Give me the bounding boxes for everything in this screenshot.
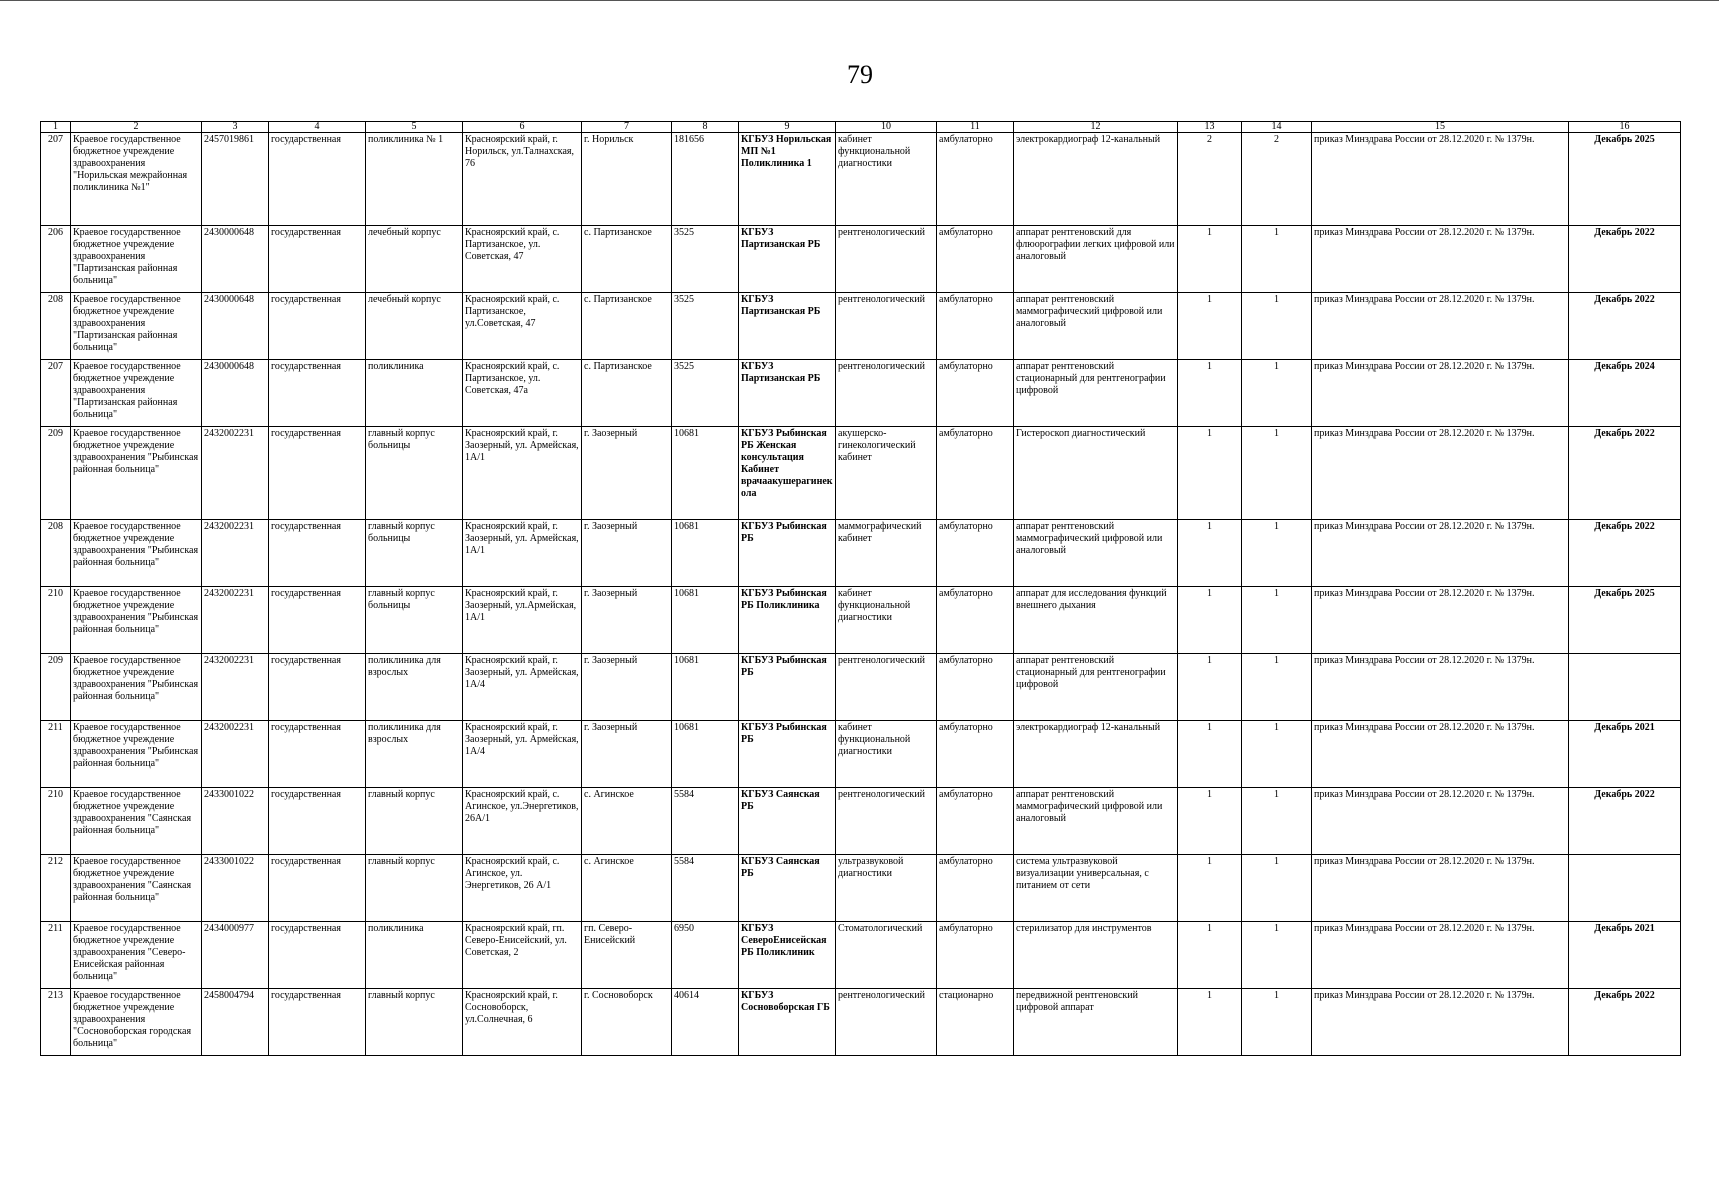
- equipment-name-cell: аппарат рентгеновский маммографический цифровой или аналоговый: [1014, 520, 1178, 587]
- delivery-date-cell: Декабрь 2022: [1569, 989, 1681, 1056]
- table-row: [41, 788, 1681, 855]
- address-cell: Красноярский край, с. Агинское, ул.Энергетиков, 26А/1: [463, 788, 582, 855]
- ownership-form-cell: государственная: [269, 427, 366, 520]
- department-cell: рентгенологический: [836, 293, 937, 360]
- table-row: [41, 654, 1681, 721]
- row-number-cell: 208: [41, 293, 71, 360]
- ownership-form-cell: государственная: [269, 654, 366, 721]
- department-cell: кабинет функциональной диагностики: [836, 587, 937, 654]
- column-header: 4: [269, 122, 366, 133]
- equipment-name-cell: Гистероскоп диагностический: [1014, 427, 1178, 520]
- row-number-cell: 209: [41, 654, 71, 721]
- ownership-form-cell: государственная: [269, 922, 366, 989]
- column-header: 9: [739, 122, 836, 133]
- ownership-form-cell: государственная: [269, 133, 366, 226]
- legal-basis-cell: приказ Минздрава России от 28.12.2020 г. № 1379н.: [1312, 654, 1569, 721]
- building-cell: главный корпус больницы: [366, 587, 463, 654]
- locality-cell: г. Сосновоборск: [582, 989, 672, 1056]
- address-cell: Красноярский край, с. Агинское, ул. Энергетиков, 26 А/1: [463, 855, 582, 922]
- organization-name-cell: Краевое государственное бюджетное учреждение здравоохранения "Партизанская районная больница": [71, 226, 202, 293]
- structural-unit-cell: КГБУЗ Партизанская РБ: [739, 360, 836, 427]
- inn-cell: 2430000648: [202, 226, 269, 293]
- legal-basis-cell: приказ Минздрава России от 28.12.2020 г. № 1379н.: [1312, 360, 1569, 427]
- column-header: 12: [1014, 122, 1178, 133]
- equipment-name-cell: аппарат для исследования функций внешнего дыхания: [1014, 587, 1178, 654]
- table-row: [41, 293, 1681, 360]
- building-cell: главный корпус: [366, 989, 463, 1056]
- building-cell: поликлиника для взрослых: [366, 721, 463, 788]
- row-number-cell: 209: [41, 427, 71, 520]
- inn-cell: 2432002231: [202, 721, 269, 788]
- population-cell: 10681: [672, 721, 739, 788]
- quantity-planned-cell: 1: [1242, 427, 1312, 520]
- care-mode-cell: амбулаторно: [937, 922, 1014, 989]
- row-number-cell: 211: [41, 922, 71, 989]
- care-mode-cell: амбулаторно: [937, 427, 1014, 520]
- population-cell: 10681: [672, 520, 739, 587]
- delivery-date-cell: Декабрь 2021: [1569, 922, 1681, 989]
- column-header: 15: [1312, 122, 1569, 133]
- equipment-name-cell: передвижной рентгеновский цифровой аппарат: [1014, 989, 1178, 1056]
- legal-basis-cell: приказ Минздрава России от 28.12.2020 г. № 1379н.: [1312, 427, 1569, 520]
- organization-name-cell: Краевое государственное бюджетное учреждение здравоохранения "Рыбинская районная больница": [71, 587, 202, 654]
- delivery-date-cell: [1569, 654, 1681, 721]
- column-header: 13: [1178, 122, 1242, 133]
- building-cell: главный корпус больницы: [366, 427, 463, 520]
- structural-unit-cell: КГБУЗ Рыбинская РБ Женская консультация Кабинет врачаакушерагинекола: [739, 427, 836, 520]
- quantity-planned-cell: 1: [1242, 989, 1312, 1056]
- column-header: 16: [1569, 122, 1681, 133]
- row-number-cell: 206: [41, 226, 71, 293]
- quantity-required-cell: 1: [1178, 654, 1242, 721]
- quantity-planned-cell: 1: [1242, 587, 1312, 654]
- care-mode-cell: амбулаторно: [937, 788, 1014, 855]
- quantity-planned-cell: 1: [1242, 360, 1312, 427]
- quantity-planned-cell: 1: [1242, 520, 1312, 587]
- equipment-name-cell: система ультразвуковой визуализации универсальная, с питанием от сети: [1014, 855, 1178, 922]
- table-row: [41, 855, 1681, 922]
- row-number-cell: 208: [41, 520, 71, 587]
- inn-cell: 2433001022: [202, 788, 269, 855]
- structural-unit-cell: КГБУЗ Саянская РБ: [739, 788, 836, 855]
- department-cell: кабинет функциональной диагностики: [836, 721, 937, 788]
- locality-cell: с. Партизанское: [582, 293, 672, 360]
- row-number-cell: 213: [41, 989, 71, 1056]
- row-number-cell: 207: [41, 133, 71, 226]
- address-cell: Красноярский край, гп. Северо-Енисейский, ул. Советская, 2: [463, 922, 582, 989]
- legal-basis-cell: приказ Минздрава России от 28.12.2020 г. № 1379н.: [1312, 788, 1569, 855]
- population-cell: 40614: [672, 989, 739, 1056]
- column-header: 2: [71, 122, 202, 133]
- department-cell: кабинет функциональной диагностики: [836, 133, 937, 226]
- building-cell: лечебный корпус: [366, 226, 463, 293]
- quantity-required-cell: 1: [1178, 293, 1242, 360]
- legal-basis-cell: приказ Минздрава России от 28.12.2020 г. № 1379н.: [1312, 226, 1569, 293]
- organization-name-cell: Краевое государственное бюджетное учреждение здравоохранения "Рыбинская районная больница": [71, 427, 202, 520]
- organization-name-cell: Краевое государственное бюджетное учреждение здравоохранения "Норильская межрайонная поликлиника №1": [71, 133, 202, 226]
- legal-basis-cell: приказ Минздрава России от 28.12.2020 г. № 1379н.: [1312, 587, 1569, 654]
- population-cell: 10681: [672, 427, 739, 520]
- delivery-date-cell: Декабрь 2022: [1569, 520, 1681, 587]
- care-mode-cell: амбулаторно: [937, 721, 1014, 788]
- locality-cell: г. Заозерный: [582, 427, 672, 520]
- quantity-required-cell: 1: [1178, 360, 1242, 427]
- building-cell: поликлиника: [366, 360, 463, 427]
- ownership-form-cell: государственная: [269, 360, 366, 427]
- care-mode-cell: амбулаторно: [937, 855, 1014, 922]
- ownership-form-cell: государственная: [269, 587, 366, 654]
- ownership-form-cell: государственная: [269, 855, 366, 922]
- organization-name-cell: Краевое государственное бюджетное учреждение здравоохранения "Северо-Енисейская районная больница": [71, 922, 202, 989]
- ownership-form-cell: государственная: [269, 226, 366, 293]
- column-header: 3: [202, 122, 269, 133]
- locality-cell: с. Агинское: [582, 788, 672, 855]
- delivery-date-cell: Декабрь 2025: [1569, 133, 1681, 226]
- quantity-required-cell: 1: [1178, 721, 1242, 788]
- organization-name-cell: Краевое государственное бюджетное учреждение здравоохранения "Партизанская районная больница": [71, 360, 202, 427]
- building-cell: поликлиника № 1: [366, 133, 463, 226]
- population-cell: 3525: [672, 360, 739, 427]
- equipment-name-cell: аппарат рентгеновский для флюорографии легких цифровой или аналоговый: [1014, 226, 1178, 293]
- inn-cell: 2434000977: [202, 922, 269, 989]
- locality-cell: г. Норильск: [582, 133, 672, 226]
- building-cell: поликлиника: [366, 922, 463, 989]
- organization-name-cell: Краевое государственное бюджетное учреждение здравоохранения "Рыбинская районная больница": [71, 520, 202, 587]
- organization-name-cell: Краевое государственное бюджетное учреждение здравоохранения "Саянская районная больница": [71, 855, 202, 922]
- address-cell: Красноярский край, г. Заозерный, ул. Армейская, 1А/1: [463, 427, 582, 520]
- quantity-required-cell: 2: [1178, 133, 1242, 226]
- equipment-registry-table: [40, 121, 1681, 1056]
- column-header: 1: [41, 122, 71, 133]
- inn-cell: 2432002231: [202, 654, 269, 721]
- quantity-required-cell: 1: [1178, 427, 1242, 520]
- quantity-required-cell: 1: [1178, 226, 1242, 293]
- ownership-form-cell: государственная: [269, 520, 366, 587]
- quantity-planned-cell: 1: [1242, 788, 1312, 855]
- delivery-date-cell: Декабрь 2022: [1569, 293, 1681, 360]
- care-mode-cell: амбулаторно: [937, 654, 1014, 721]
- organization-name-cell: Краевое государственное бюджетное учреждение здравоохранения "Рыбинская районная больница": [71, 721, 202, 788]
- row-number-cell: 212: [41, 855, 71, 922]
- population-cell: 10681: [672, 587, 739, 654]
- table-row: [41, 922, 1681, 989]
- inn-cell: 2433001022: [202, 855, 269, 922]
- quantity-planned-cell: 1: [1242, 855, 1312, 922]
- equipment-name-cell: аппарат рентгеновский стационарный для рентгенографии цифровой: [1014, 360, 1178, 427]
- building-cell: главный корпус больницы: [366, 520, 463, 587]
- building-cell: поликлиника для взрослых: [366, 654, 463, 721]
- department-cell: рентгенологический: [836, 989, 937, 1056]
- quantity-required-cell: 1: [1178, 587, 1242, 654]
- care-mode-cell: амбулаторно: [937, 226, 1014, 293]
- address-cell: Красноярский край, г. Заозерный, ул.Армейская, 1А/1: [463, 587, 582, 654]
- column-header: 14: [1242, 122, 1312, 133]
- structural-unit-cell: КГБУЗ Саянская РБ: [739, 855, 836, 922]
- equipment-name-cell: аппарат рентгеновский маммографический цифровой или аналоговый: [1014, 788, 1178, 855]
- inn-cell: 2432002231: [202, 587, 269, 654]
- delivery-date-cell: Декабрь 2022: [1569, 788, 1681, 855]
- ownership-form-cell: государственная: [269, 721, 366, 788]
- row-number-cell: 211: [41, 721, 71, 788]
- department-cell: акушерско-гинекологический кабинет: [836, 427, 937, 520]
- legal-basis-cell: приказ Минздрава России от 28.12.2020 г. № 1379н.: [1312, 133, 1569, 226]
- column-header: 7: [582, 122, 672, 133]
- header-row: [41, 122, 1681, 133]
- inn-cell: 2458004794: [202, 989, 269, 1056]
- table-row: [41, 721, 1681, 788]
- department-cell: маммографический кабинет: [836, 520, 937, 587]
- legal-basis-cell: приказ Минздрава России от 28.12.2020 г. № 1379н.: [1312, 989, 1569, 1056]
- structural-unit-cell: КГБУЗ Партизанская РБ: [739, 226, 836, 293]
- address-cell: Красноярский край, г. Заозерный, ул. Армейская, 1А/4: [463, 721, 582, 788]
- table-row: [41, 520, 1681, 587]
- equipment-name-cell: электрокардиограф 12-канальный: [1014, 721, 1178, 788]
- department-cell: рентгенологический: [836, 360, 937, 427]
- quantity-required-cell: 1: [1178, 855, 1242, 922]
- row-number-cell: 207: [41, 360, 71, 427]
- delivery-date-cell: Декабрь 2025: [1569, 587, 1681, 654]
- building-cell: лечебный корпус: [366, 293, 463, 360]
- legal-basis-cell: приказ Минздрава России от 28.12.2020 г. № 1379н.: [1312, 855, 1569, 922]
- equipment-name-cell: стерилизатор для инструментов: [1014, 922, 1178, 989]
- quantity-required-cell: 1: [1178, 922, 1242, 989]
- locality-cell: с. Агинское: [582, 855, 672, 922]
- quantity-required-cell: 1: [1178, 989, 1242, 1056]
- address-cell: Красноярский край, г. Норильск, ул.Талнахская, 76: [463, 133, 582, 226]
- organization-name-cell: Краевое государственное бюджетное учреждение здравоохранения "Рыбинская районная больница": [71, 654, 202, 721]
- equipment-name-cell: электрокардиограф 12-канальный: [1014, 133, 1178, 226]
- quantity-planned-cell: 1: [1242, 226, 1312, 293]
- legal-basis-cell: приказ Минздрава России от 28.12.2020 г. № 1379н.: [1312, 721, 1569, 788]
- column-header: 6: [463, 122, 582, 133]
- structural-unit-cell: КГБУЗ Рыбинская РБ: [739, 721, 836, 788]
- locality-cell: г. Заозерный: [582, 587, 672, 654]
- table-row: [41, 360, 1681, 427]
- address-cell: Красноярский край, с. Партизанское, ул. Советская, 47: [463, 226, 582, 293]
- table-row: [41, 989, 1681, 1056]
- legal-basis-cell: приказ Минздрава России от 28.12.2020 г. № 1379н.: [1312, 520, 1569, 587]
- locality-cell: с. Партизанское: [582, 360, 672, 427]
- population-cell: 3525: [672, 226, 739, 293]
- equipment-name-cell: аппарат рентгеновский маммографический цифровой или аналоговый: [1014, 293, 1178, 360]
- department-cell: рентгенологический: [836, 226, 937, 293]
- column-header: 8: [672, 122, 739, 133]
- inn-cell: 2432002231: [202, 520, 269, 587]
- care-mode-cell: амбулаторно: [937, 587, 1014, 654]
- quantity-planned-cell: 1: [1242, 654, 1312, 721]
- equipment-name-cell: аппарат рентгеновский стационарный для рентгенографии цифровой: [1014, 654, 1178, 721]
- address-cell: Красноярский край, с. Партизанское, ул.Советская, 47: [463, 293, 582, 360]
- row-number-cell: 210: [41, 587, 71, 654]
- table-row: [41, 427, 1681, 520]
- department-cell: Стоматологический: [836, 922, 937, 989]
- population-cell: 6950: [672, 922, 739, 989]
- population-cell: 3525: [672, 293, 739, 360]
- quantity-planned-cell: 1: [1242, 721, 1312, 788]
- top-rule: [0, 0, 1719, 1]
- structural-unit-cell: КГБУЗ Рыбинская РБ Поликлиника: [739, 587, 836, 654]
- locality-cell: г. Заозерный: [582, 654, 672, 721]
- care-mode-cell: стационарно: [937, 989, 1014, 1056]
- legal-basis-cell: приказ Минздрава России от 28.12.2020 г. № 1379н.: [1312, 293, 1569, 360]
- population-cell: 5584: [672, 788, 739, 855]
- address-cell: Красноярский край, г. Заозерный, ул. Армейская, 1А/1: [463, 520, 582, 587]
- delivery-date-cell: Декабрь 2022: [1569, 427, 1681, 520]
- address-cell: Красноярский край, г. Сосновоборск, ул.Солнечная, 6: [463, 989, 582, 1056]
- locality-cell: гп. Северо-Енисейский: [582, 922, 672, 989]
- structural-unit-cell: КГБУЗ Сосновоборская ГБ: [739, 989, 836, 1056]
- address-cell: Красноярский край, г. Заозерный, ул. Армейская, 1А/4: [463, 654, 582, 721]
- locality-cell: г. Заозерный: [582, 520, 672, 587]
- ownership-form-cell: государственная: [269, 293, 366, 360]
- quantity-planned-cell: 2: [1242, 133, 1312, 226]
- structural-unit-cell: КГБУЗ Рыбинская РБ: [739, 654, 836, 721]
- ownership-form-cell: государственная: [269, 989, 366, 1056]
- structural-unit-cell: КГБУЗ Партизанская РБ: [739, 293, 836, 360]
- structural-unit-cell: КГБУЗ Норильская МП №1 Поликлиника 1: [739, 133, 836, 226]
- delivery-date-cell: Декабрь 2024: [1569, 360, 1681, 427]
- building-cell: главный корпус: [366, 855, 463, 922]
- row-number-cell: 210: [41, 788, 71, 855]
- quantity-planned-cell: 1: [1242, 922, 1312, 989]
- delivery-date-cell: Декабрь 2021: [1569, 721, 1681, 788]
- organization-name-cell: Краевое государственное бюджетное учреждение здравоохранения "Сосновоборская городская больница": [71, 989, 202, 1056]
- ownership-form-cell: государственная: [269, 788, 366, 855]
- department-cell: рентгенологический: [836, 654, 937, 721]
- inn-cell: 2430000648: [202, 360, 269, 427]
- population-cell: 5584: [672, 855, 739, 922]
- delivery-date-cell: Декабрь 2022: [1569, 226, 1681, 293]
- care-mode-cell: амбулаторно: [937, 360, 1014, 427]
- inn-cell: 2432002231: [202, 427, 269, 520]
- page-number: 79: [847, 60, 873, 89]
- inn-cell: 2457019861: [202, 133, 269, 226]
- department-cell: ультразвуковой диагностики: [836, 855, 937, 922]
- structural-unit-cell: КГБУЗ СевероЕнисейская РБ Поликлиник: [739, 922, 836, 989]
- locality-cell: г. Заозерный: [582, 721, 672, 788]
- structural-unit-cell: КГБУЗ Рыбинская РБ: [739, 520, 836, 587]
- table-row: [41, 133, 1681, 226]
- population-cell: 181656: [672, 133, 739, 226]
- column-header: 5: [366, 122, 463, 133]
- quantity-planned-cell: 1: [1242, 293, 1312, 360]
- care-mode-cell: амбулаторно: [937, 520, 1014, 587]
- organization-name-cell: Краевое государственное бюджетное учреждение здравоохранения "Саянская районная больница": [71, 788, 202, 855]
- care-mode-cell: амбулаторно: [937, 133, 1014, 226]
- quantity-required-cell: 1: [1178, 788, 1242, 855]
- population-cell: 10681: [672, 654, 739, 721]
- column-header: 11: [937, 122, 1014, 133]
- legal-basis-cell: приказ Минздрава России от 28.12.2020 г. № 1379н.: [1312, 922, 1569, 989]
- organization-name-cell: Краевое государственное бюджетное учреждение здравоохранения "Партизанская районная больница": [71, 293, 202, 360]
- table-row: [41, 226, 1681, 293]
- table-row: [41, 587, 1681, 654]
- delivery-date-cell: [1569, 855, 1681, 922]
- address-cell: Красноярский край, с. Партизанское, ул. Советская, 47а: [463, 360, 582, 427]
- column-header: 10: [836, 122, 937, 133]
- care-mode-cell: амбулаторно: [937, 293, 1014, 360]
- department-cell: рентгенологический: [836, 788, 937, 855]
- building-cell: главный корпус: [366, 788, 463, 855]
- locality-cell: с. Партизанское: [582, 226, 672, 293]
- inn-cell: 2430000648: [202, 293, 269, 360]
- quantity-required-cell: 1: [1178, 520, 1242, 587]
